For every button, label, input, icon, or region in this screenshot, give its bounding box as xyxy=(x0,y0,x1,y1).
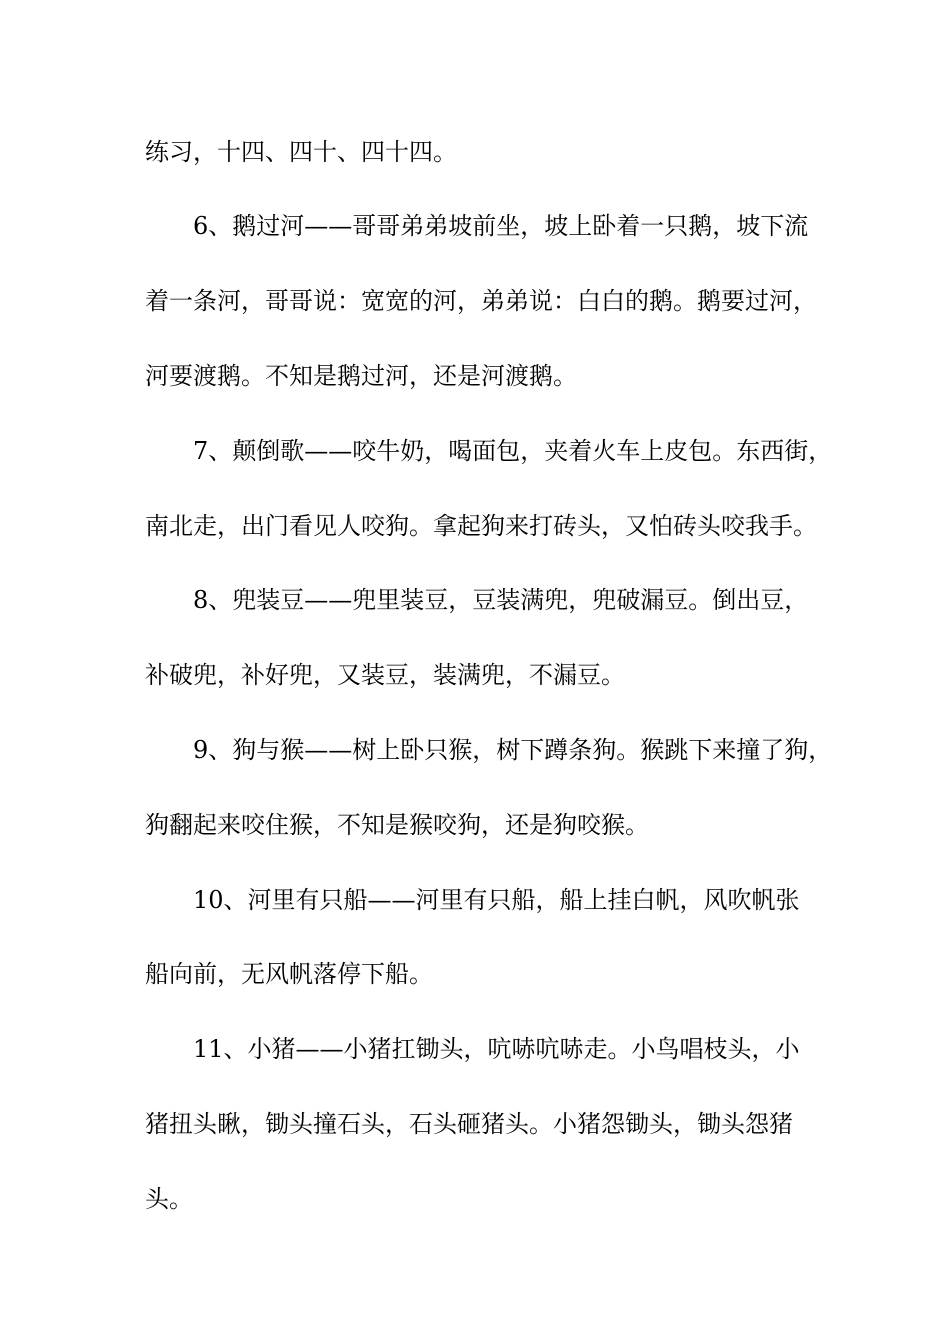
paragraph-7-line-2: 南北走，出门看见人咬狗。拿起狗来打砖头，又怕砖头咬我手。 xyxy=(145,512,817,540)
paragraph-8-line-2: 补破兜，补好兜，又装豆，装满兜，不漏豆。 xyxy=(145,661,625,689)
paragraph-8-line-1: 8、兜装豆——兜里装豆，豆装满兜，兜破漏豆。倒出豆， xyxy=(193,586,809,614)
paragraph-9-line-1: 9、狗与猴——树上卧只猴，树下蹲条狗。猴跳下来撞了狗， xyxy=(193,736,833,764)
paragraph-11-line-3: 头。 xyxy=(145,1185,193,1213)
paragraph-6-line-1: 6、鹅过河——哥哥弟弟坡前坐，坡上卧着一只鹅，坡下流 xyxy=(193,212,809,240)
paragraph-10-line-1: 10、河里有只船——河里有只船，船上挂白帆，风吹帆张 xyxy=(193,886,800,914)
paragraph-6-line-3: 河要渡鹅。不知是鹅过河，还是河渡鹅。 xyxy=(145,362,577,390)
paragraph-5-line-3: 练习，十四、四十、四十四。 xyxy=(145,138,457,166)
paragraph-7-line-1: 7、颠倒歌——咬牛奶，喝面包，夹着火车上皮包。东西街， xyxy=(193,437,833,465)
paragraph-11-line-2: 猪扭头瞅，锄头撞石头，石头砸猪头。小猪怨锄头，锄头怨猪 xyxy=(145,1110,793,1138)
paragraph-11-line-1: 11、小猪——小猪扛锄头，吭哧吭哧走。小鸟唱枝头，小 xyxy=(193,1035,800,1063)
paragraph-6-line-2: 着一条河，哥哥说：宽宽的河，弟弟说：白白的鹅。鹅要过河， xyxy=(145,287,817,315)
paragraph-9-line-2: 狗翻起来咬住猴，不知是猴咬狗，还是狗咬猴。 xyxy=(145,811,649,839)
paragraph-10-line-2: 船向前，无风帆落停下船。 xyxy=(145,960,433,988)
